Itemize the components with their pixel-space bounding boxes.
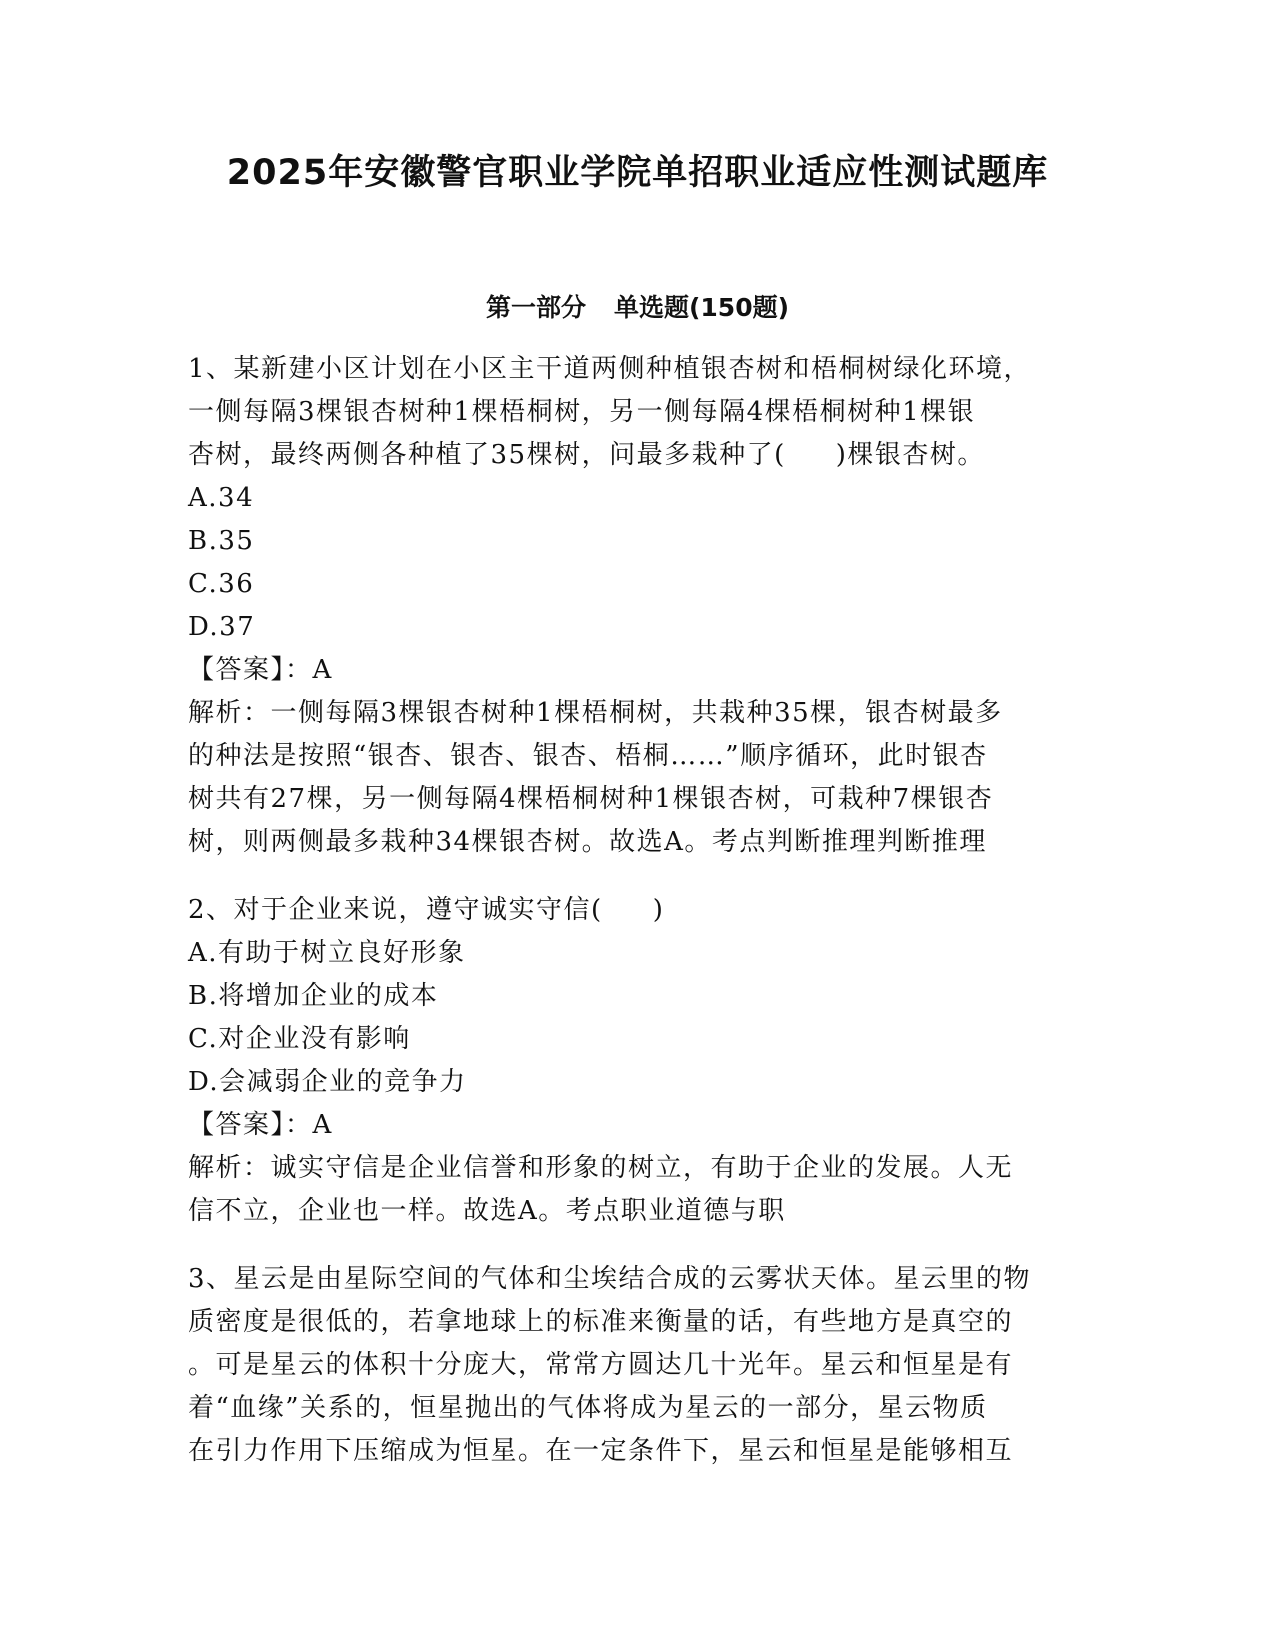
question-stem-text: )棵银杏树。	[835, 440, 985, 470]
question-stem-line: 质密度是很低的，若拿地球上的标准来衡量的话，有些地方是真空的	[188, 1307, 1014, 1337]
question-2	[188, 889, 1088, 1233]
question-stem-text: )	[652, 895, 665, 925]
section-label: 第一部分	[485, 293, 586, 322]
question-stem-line: 3、星云是由星际空间的气体和尘埃结合成的云雾状天体。星云里的物	[188, 1264, 1032, 1294]
analysis-line: 树，则两侧最多栽种34棵银杏树。故选A。考点判断推理判断推理	[188, 827, 987, 857]
option-d: D.37	[188, 612, 256, 642]
question-list	[188, 348, 1088, 1473]
analysis-line: 解析：诚实守信是企业信誉和形象的树立，有助于企业的发展。人无	[188, 1153, 1014, 1183]
option-c: C.36	[188, 569, 255, 599]
option-c: C.对企业没有影响	[188, 1024, 411, 1054]
document-title: 2025年安徽警官职业学院单招职业适应性测试题库	[226, 153, 1049, 193]
option-a: A.34	[188, 483, 255, 513]
analysis-line: 的种法是按照“银杏、银杏、银杏、梧桐……”顺序循环，此时银杏	[188, 741, 988, 771]
question-stem-line: 1、某新建小区计划在小区主干道两侧种植银杏树和梧桐树绿化环境，	[188, 354, 1032, 384]
analysis-line: 解析：一侧每隔3棵银杏树种1棵梧桐树，共栽种35棵，银杏树最多	[188, 698, 1003, 728]
question-stem-line: 一侧每隔3棵银杏树种1棵梧桐树，另一侧每隔4棵梧桐树种1棵银	[188, 397, 976, 427]
analysis-line: 树共有27棵，另一侧每隔4棵梧桐树种1棵银杏树，可栽种7棵银杏	[188, 784, 994, 814]
question-stem-line: 。可是星云的体积十分庞大，常常方圆达几十光年。星云和恒星是有	[188, 1350, 1014, 1380]
section-heading	[0, 288, 1275, 328]
question-stem-line	[188, 889, 1088, 932]
question-stem-line	[188, 434, 1088, 477]
question-stem-text: 杏树，最终两侧各种植了35棵树，问最多栽种了(	[188, 440, 786, 470]
option-b: B.35	[188, 526, 255, 556]
question-stem-line: 在引力作用下压缩成为恒星。在一定条件下，星云和恒星是能够相互	[188, 1436, 1014, 1466]
option-b: B.将增加企业的成本	[188, 981, 439, 1011]
answer-line: 【答案】：A	[188, 1110, 333, 1140]
section-name: 单选题(150题)	[613, 293, 790, 322]
question-stem-line: 着“血缘”关系的，恒星抛出的气体将成为星云的一部分，星云物质	[188, 1393, 988, 1423]
answer-line: 【答案】：A	[188, 655, 333, 685]
option-d: D.会减弱企业的竞争力	[188, 1067, 467, 1097]
question-stem-text: 2、对于企业来说，遵守诚实守信(	[188, 895, 603, 925]
option-a: A.有助于树立良好形象	[188, 938, 466, 968]
question-1	[188, 348, 1088, 864]
analysis-line: 信不立，企业也一样。故选A。考点职业道德与职	[188, 1196, 786, 1226]
question-3	[188, 1258, 1088, 1473]
